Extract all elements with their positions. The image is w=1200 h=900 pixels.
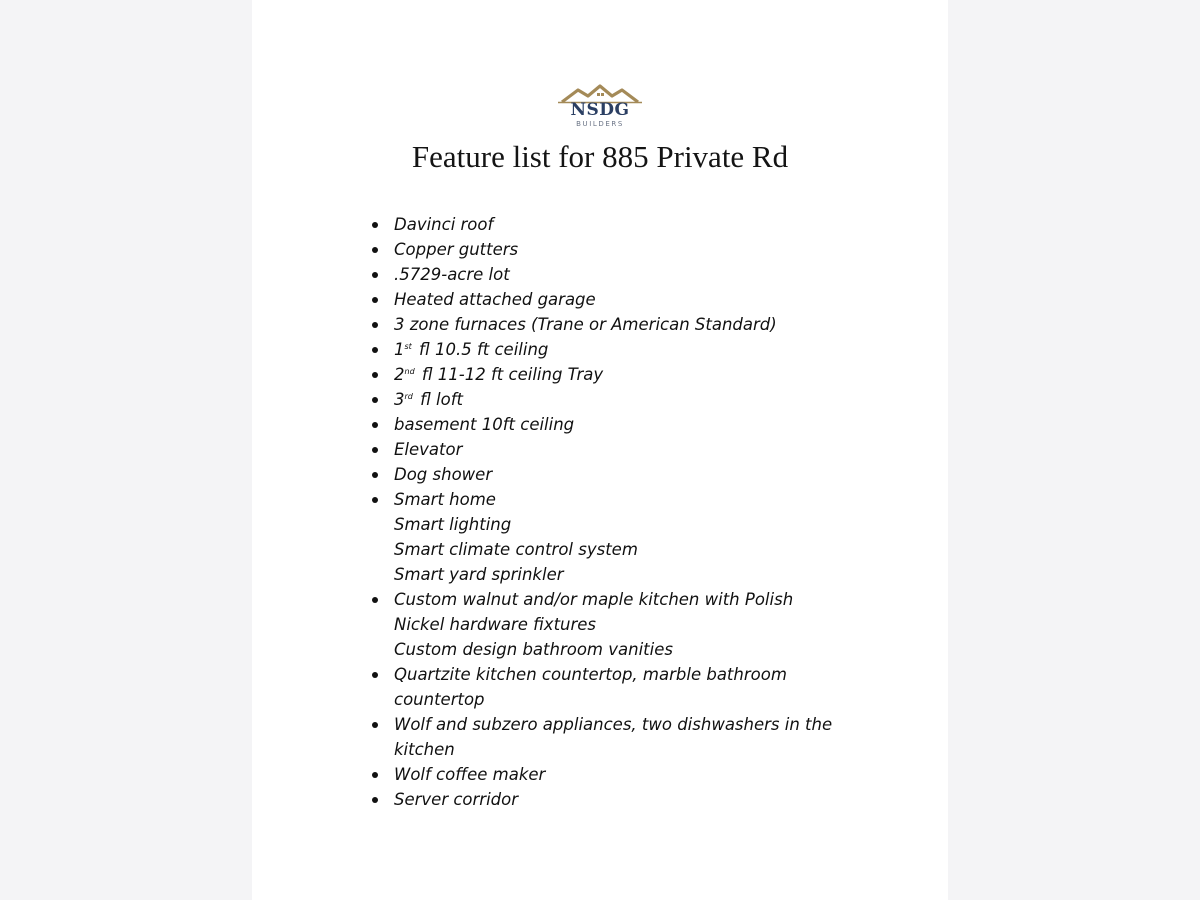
bullet-icon — [372, 447, 378, 453]
feature-text: fl 10.5 ft ceiling — [413, 340, 549, 359]
bullet-icon — [372, 597, 378, 603]
feature-subline: Smart climate control system — [394, 540, 638, 559]
bullet-icon — [372, 322, 378, 328]
feature-text: .5729-acre lot — [394, 265, 510, 284]
feature-item — [394, 262, 864, 287]
feature-item — [394, 712, 864, 762]
logo-brand-text: NSDG — [570, 100, 630, 120]
feature-subline: Smart yard sprinkler — [394, 565, 564, 584]
feature-item — [394, 487, 864, 587]
feature-item — [394, 787, 864, 812]
feature-subline: Nickel hardware fixtures — [394, 615, 597, 634]
feature-item — [394, 287, 864, 312]
bullet-icon — [372, 247, 378, 253]
nsdg-logo — [558, 84, 642, 132]
floor-number: 1 — [394, 340, 405, 359]
feature-text: fl loft — [414, 390, 463, 409]
bullet-icon — [372, 797, 378, 803]
feature-text: Heated attached garage — [394, 290, 596, 309]
bullet-icon — [372, 422, 378, 428]
feature-text: fl 11-12 ft ceiling Tray — [416, 365, 604, 384]
feature-item — [394, 312, 864, 337]
feature-text: Wolf and subzero appliances, two dishwashers in the kitchen — [394, 715, 833, 759]
bullet-icon — [372, 772, 378, 778]
feature-subline: Smart lighting — [394, 515, 512, 534]
feature-item — [394, 362, 864, 387]
page-title: Feature list for 885 Private Rd — [411, 139, 789, 174]
feature-text: Server corridor — [394, 790, 519, 809]
feature-item — [394, 412, 864, 437]
bullet-icon — [372, 472, 378, 478]
bullet-icon — [372, 497, 378, 503]
feature-text: Custom walnut and/or maple kitchen with Polish — [394, 590, 794, 609]
bullet-icon — [372, 722, 378, 728]
bullet-icon — [372, 222, 378, 228]
ordinal-suffix: rd — [404, 392, 413, 401]
logo-tagline-text: BUILDERS — [576, 120, 624, 128]
feature-text: Elevator — [394, 440, 463, 459]
bullet-icon — [372, 397, 378, 403]
feature-text: Smart home — [394, 490, 496, 509]
floor-number: 2 — [394, 365, 405, 384]
feature-text: Davinci roof — [394, 215, 494, 234]
bullet-icon — [372, 672, 378, 678]
bullet-icon — [372, 297, 378, 303]
feature-text: 3 zone furnaces (Trane or American Standard) — [394, 315, 777, 334]
ordinal-suffix: nd — [404, 367, 415, 376]
feature-item — [394, 212, 864, 237]
feature-item — [394, 587, 864, 662]
bullet-icon — [372, 347, 378, 353]
document-page — [252, 0, 948, 900]
floor-number: 3 — [394, 390, 405, 409]
feature-text: Copper gutters — [394, 240, 519, 259]
bullet-icon — [372, 372, 378, 378]
ordinal-suffix: st — [404, 342, 412, 351]
feature-text: basement 10ft ceiling — [394, 415, 575, 434]
feature-item — [394, 462, 864, 487]
feature-text: Dog shower — [394, 465, 493, 484]
feature-text: Wolf coffee maker — [394, 765, 546, 784]
feature-item — [394, 762, 864, 787]
feature-item — [394, 662, 864, 712]
feature-list — [394, 212, 864, 812]
bullet-icon — [372, 272, 378, 278]
feature-item — [394, 337, 864, 362]
feature-subline: Custom design bathroom vanities — [394, 640, 673, 659]
feature-item — [394, 387, 864, 412]
feature-item — [394, 437, 864, 462]
feature-text: Quartzite kitchen countertop, marble bathroom countertop — [394, 665, 787, 709]
feature-item — [394, 237, 864, 262]
